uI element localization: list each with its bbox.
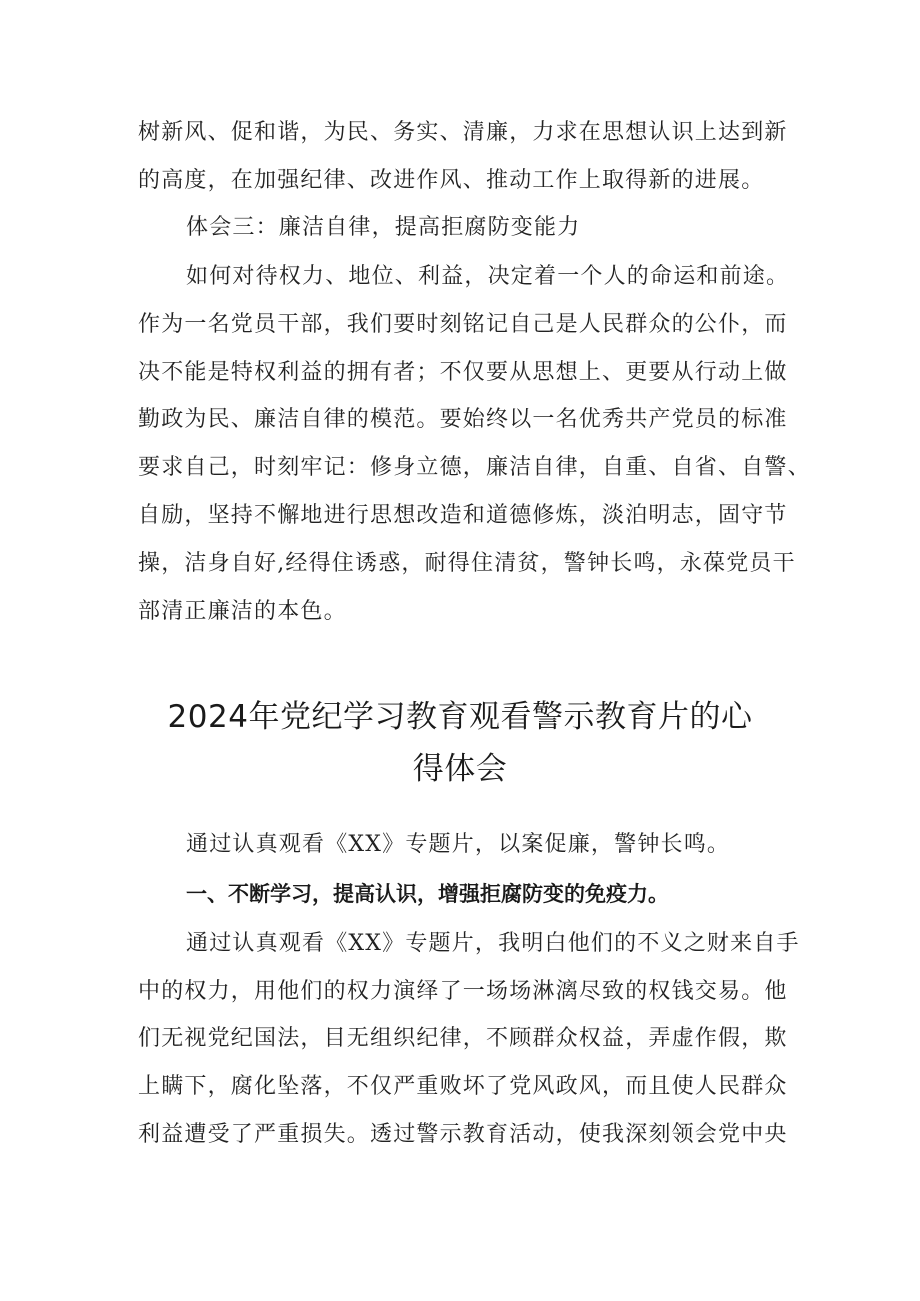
body-text-line: 的高度，在加强纪律、改进作风、推动工作上取得新的进展。 <box>138 168 765 193</box>
body-text-line: 如何对待权力、地位、利益，决定着一个人的命运和前途。 <box>186 264 790 289</box>
body-text-line: 勤政为民、廉洁自律的模范。要始终以一名优秀共产党员的标准 <box>138 407 788 432</box>
body-text-line: 树新风、促和谐，为民、务实、清廉，力求在思想认识上达到新 <box>138 120 788 145</box>
body-text-line: 部清正廉洁的本色。 <box>138 599 347 624</box>
body-text-line: 利益遭受了严重损失。透过警示教育活动，使我深刻领会党中央 <box>138 1122 788 1147</box>
body-text-line: 作为一名党员干部，我们要时刻铭记自己是人民群众的公仆，而 <box>138 312 788 337</box>
body-text-line: 们无视党纪国法，目无组织纪律，不顾群众权益，弄虚作假，欺 <box>138 1026 788 1051</box>
body-text-line: 中的权力，用他们的权力演绎了一场场淋漓尽致的权钱交易。他 <box>138 979 788 1004</box>
body-text-line: 上瞒下，腐化坠落，不仅严重败坏了党风政风，而且使人民群众 <box>138 1074 788 1099</box>
section-heading: 体会三：廉洁自律，提高拒腐防变能力 <box>186 215 581 240</box>
body-text-line: 操，洁身自好,经得住诱惑，耐得住清贫，警钟长鸣，永葆党员干 <box>138 551 796 576</box>
article-title-line-2: 得体会 <box>412 751 508 787</box>
body-text-line: 自励，坚持不懈地进行思想改造和道德修炼，淡泊明志，固守节 <box>138 503 788 528</box>
body-text-line: 要求自己，时刻牢记：修身立德，廉洁自律，自重、自省、自警、 <box>138 455 811 480</box>
body-text-line: 通过认真观看《XX》专题片，我明白他们的不义之财来自手 <box>186 931 800 956</box>
body-text-line: 决不能是特权利益的拥有者；不仅要从思想上、更要从行动上做 <box>138 360 788 385</box>
article-title-line-1: 2024年党纪学习教育观看警示教育片的心 <box>167 699 753 735</box>
subheading-one: 一、不断学习，提高认识，增强拒腐防变的免疫力。 <box>186 882 669 906</box>
intro-text: 通过认真观看《XX》专题片，以案促廉，警钟长鸣。 <box>186 832 731 857</box>
